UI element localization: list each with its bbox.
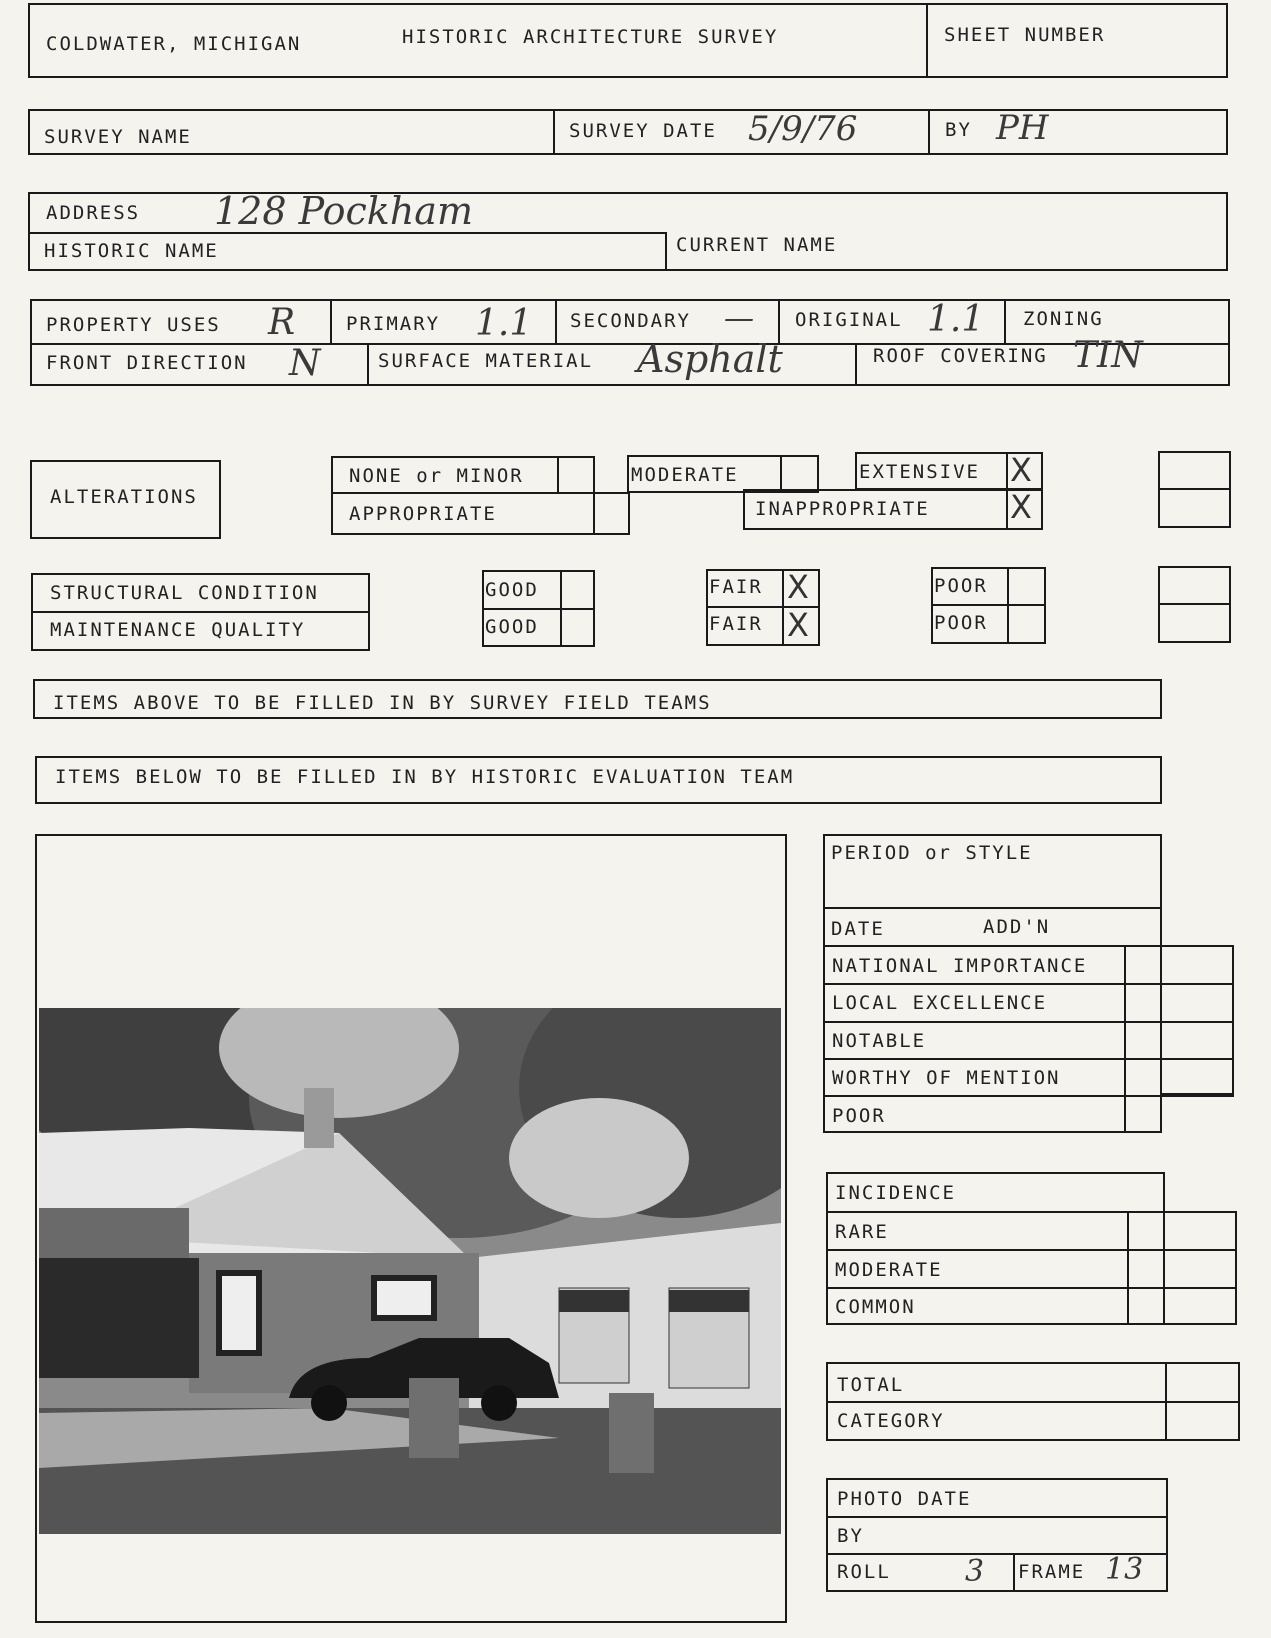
incidence-score-divider xyxy=(1127,1211,1129,1325)
city-label: COLDWATER, MICHIGAN xyxy=(46,33,302,55)
photo-info-divider-1 xyxy=(826,1516,1168,1518)
form-title: HISTORIC ARCHITECTURE SURVEY xyxy=(402,26,779,48)
maintenance-poor-label: POOR xyxy=(934,612,988,634)
alterations-score-divider xyxy=(1158,488,1231,490)
period-style-label: PERIOD or STYLE xyxy=(831,842,1033,864)
roof-covering-value: TIN xyxy=(1073,335,1143,376)
structural-poor-label: POOR xyxy=(934,575,988,597)
poor-check-divider xyxy=(1007,567,1009,644)
inappropriate-label: INAPPROPRIATE xyxy=(755,498,930,520)
survey-divider-1 xyxy=(553,109,555,155)
totals-divider xyxy=(826,1401,1240,1403)
structural-good-label: GOOD xyxy=(485,579,539,601)
frame-value: 13 xyxy=(1105,1552,1144,1587)
condition-divider xyxy=(31,611,370,613)
surface-material-value: Asphalt xyxy=(637,337,783,381)
house-photo xyxy=(39,1008,781,1534)
address-label: ADDRESS xyxy=(46,202,141,224)
current-name-label: CURRENT NAME xyxy=(676,234,838,256)
moderate-check-divider xyxy=(780,455,782,493)
secondary-value: — xyxy=(724,301,754,336)
property-divider-d xyxy=(1004,299,1006,343)
structural-fair-label: FAIR xyxy=(709,576,763,598)
survey-by-label: BY xyxy=(945,119,972,141)
surface-material-label: SURFACE MATERIAL xyxy=(378,350,594,372)
alterations-label: ALTERATIONS xyxy=(50,486,198,508)
appropriate-check-divider xyxy=(593,492,595,535)
maintenance-fair-check-mark: X xyxy=(787,606,809,644)
eval-divider-1 xyxy=(823,907,1162,909)
totals-score-divider xyxy=(1165,1362,1167,1441)
house-photo-image xyxy=(39,1008,781,1534)
survey-by-value: PH xyxy=(996,108,1049,148)
secondary-label: SECONDARY xyxy=(570,310,691,332)
property-divider-e xyxy=(367,343,369,386)
good-divider xyxy=(482,608,595,610)
extensive-check-mark: X xyxy=(1010,451,1032,489)
roll-label: ROLL xyxy=(837,1561,891,1583)
extensive-label: EXTENSIVE xyxy=(859,461,980,483)
front-direction-label: FRONT DIRECTION xyxy=(46,352,248,374)
maintenance-quality-label: MAINTENANCE QUALITY xyxy=(50,619,306,641)
none-minor-label: NONE or MINOR xyxy=(349,465,524,487)
property-divider-f xyxy=(855,343,857,386)
common-label: COMMON xyxy=(835,1296,916,1318)
incidence-moderate-label: MODERATE xyxy=(835,1259,943,1281)
field-teams-note: ITEMS ABOVE TO BE FILLED IN BY SURVEY FIELD TEAMS xyxy=(53,692,712,714)
inappropriate-check-divider xyxy=(1006,489,1008,530)
incidence-label: INCIDENCE xyxy=(835,1182,956,1204)
appropriate-label: APPROPRIATE xyxy=(349,503,497,525)
condition-score-divider xyxy=(1158,603,1231,605)
worthy-of-mention-label: WORTHY OF MENTION xyxy=(832,1067,1061,1089)
rare-label: RARE xyxy=(835,1221,889,1243)
maintenance-good-label: GOOD xyxy=(485,616,539,638)
property-divider-a xyxy=(330,299,332,343)
incidence-score-box xyxy=(1165,1211,1237,1325)
moderate-label: MODERATE xyxy=(631,464,739,486)
current-name-divider xyxy=(665,232,667,271)
historic-name-label: HISTORIC NAME xyxy=(44,240,219,262)
original-value: 1.1 xyxy=(927,299,985,340)
maintenance-fair-label: FAIR xyxy=(709,613,763,635)
structural-fair-check-mark: X xyxy=(787,568,809,606)
zoning-label: ZONING xyxy=(1023,308,1104,330)
total-label: TOTAL xyxy=(837,1374,905,1396)
address-value: 128 Pockham xyxy=(214,189,473,233)
structural-condition-label: STRUCTURAL CONDITION xyxy=(50,582,319,604)
original-label: ORIGINAL xyxy=(795,309,903,331)
survey-date-value: 5/9/76 xyxy=(748,109,858,149)
eval-divider-6 xyxy=(823,1095,1234,1097)
survey-date-label: SURVEY DATE xyxy=(569,120,717,142)
extensive-check-divider xyxy=(1006,452,1008,490)
date-label: DATE xyxy=(831,918,885,940)
property-uses-value: R xyxy=(268,302,296,343)
front-direction-value: N xyxy=(289,343,321,384)
addn-label: ADD'N xyxy=(983,916,1051,938)
primary-value: 1.1 xyxy=(475,303,533,344)
eval-score-divider xyxy=(1124,945,1126,1133)
none-minor-check-divider xyxy=(557,456,559,494)
photo-info-divider-3 xyxy=(1013,1553,1015,1592)
sheet-number-label: SHEET NUMBER xyxy=(944,24,1106,46)
property-uses-label: PROPERTY USES xyxy=(46,314,221,336)
poor-divider xyxy=(931,604,1046,606)
evaluation-team-note: ITEMS BELOW TO BE FILLED IN BY HISTORIC EVALUATION TEAM xyxy=(55,766,795,788)
notable-label: NOTABLE xyxy=(832,1030,927,1052)
photo-by-label: BY xyxy=(837,1525,864,1547)
good-check-divider xyxy=(560,570,562,647)
header-divider xyxy=(926,3,928,78)
roll-value: 3 xyxy=(965,1554,985,1589)
property-divider xyxy=(30,343,1230,345)
frame-label: FRAME xyxy=(1018,1561,1086,1583)
survey-divider-2 xyxy=(928,109,930,155)
eval-score-box xyxy=(1162,945,1234,1095)
survey-name-label: SURVEY NAME xyxy=(44,126,192,148)
primary-label: PRIMARY xyxy=(346,313,441,335)
eval-poor-label: POOR xyxy=(832,1105,886,1127)
property-divider-b xyxy=(555,299,557,343)
inappropriate-check-mark: X xyxy=(1010,488,1032,526)
fair-check-divider xyxy=(782,569,784,646)
photo-date-label: PHOTO DATE xyxy=(837,1488,972,1510)
category-label: CATEGORY xyxy=(837,1410,945,1432)
local-excellence-label: LOCAL EXCELLENCE xyxy=(832,992,1048,1014)
national-importance-label: NATIONAL IMPORTANCE xyxy=(832,955,1088,977)
roof-covering-label: ROOF COVERING xyxy=(873,345,1048,367)
